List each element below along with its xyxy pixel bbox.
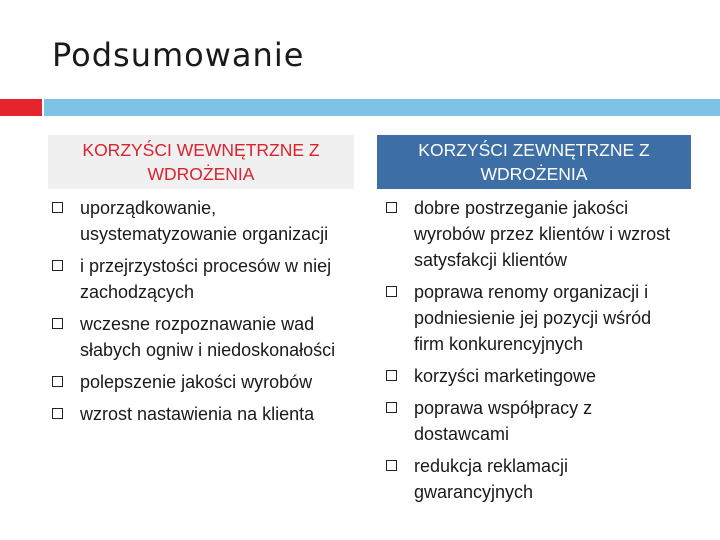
list-item xyxy=(384,395,684,447)
list-item-text: dobre postrzeganie jakości wyrobów przez klientów i wzrost satysfakcji klientów xyxy=(414,198,671,270)
slide-title: Podsumowanie xyxy=(52,36,305,74)
list-item-text: wczesne rozpoznawanie wad słabych ogniw i niedoskonałości xyxy=(80,314,336,360)
list-item xyxy=(50,369,350,395)
accent-bar-blue xyxy=(42,99,720,116)
list-item xyxy=(384,195,684,273)
list-item xyxy=(384,453,684,505)
list-item xyxy=(384,363,684,389)
list-item xyxy=(50,195,350,247)
square-bullet-icon xyxy=(52,408,63,419)
list-item-text: poprawa współpracy z dostawcami xyxy=(414,398,593,444)
left-header-text: KORZYŚCI WEWNĘTRZNE Z WDROŻENIA xyxy=(82,140,320,184)
accent-bar-red xyxy=(0,99,42,116)
square-bullet-icon xyxy=(386,202,397,213)
list-item-text: poprawa renomy organizacji i podniesienie jej pozycji wśród firm konkurencyjnych xyxy=(414,282,652,354)
square-bullet-icon xyxy=(52,260,63,271)
square-bullet-icon xyxy=(52,318,63,329)
right-header-text: KORZYŚCI ZEWNĘTRZNE Z WDROŻENIA xyxy=(418,140,650,184)
list-item-text: i przejrzystości procesów w niej zachodzących xyxy=(80,256,332,302)
list-item xyxy=(384,279,684,357)
list-item-text: wzrost nastawienia na klienta xyxy=(80,404,315,424)
list-item-text: uporządkowanie, usystematyzowanie organizacji xyxy=(80,198,329,244)
list-item xyxy=(50,401,350,427)
external-benefits-list xyxy=(384,195,684,511)
list-item-text: polepszenie jakości wyrobów xyxy=(80,372,313,392)
square-bullet-icon xyxy=(386,402,397,413)
left-column-header xyxy=(48,135,354,189)
square-bullet-icon xyxy=(386,286,397,297)
right-column-header xyxy=(377,135,691,189)
list-item-text: redukcja reklamacji gwarancyjnych xyxy=(414,456,569,502)
square-bullet-icon xyxy=(386,460,397,471)
accent-bar-divider xyxy=(42,99,44,116)
list-item xyxy=(50,311,350,363)
square-bullet-icon xyxy=(52,376,63,387)
internal-benefits-list xyxy=(50,195,350,433)
square-bullet-icon xyxy=(386,370,397,381)
square-bullet-icon xyxy=(52,202,63,213)
list-item-text: korzyści marketingowe xyxy=(414,366,597,386)
list-item xyxy=(50,253,350,305)
